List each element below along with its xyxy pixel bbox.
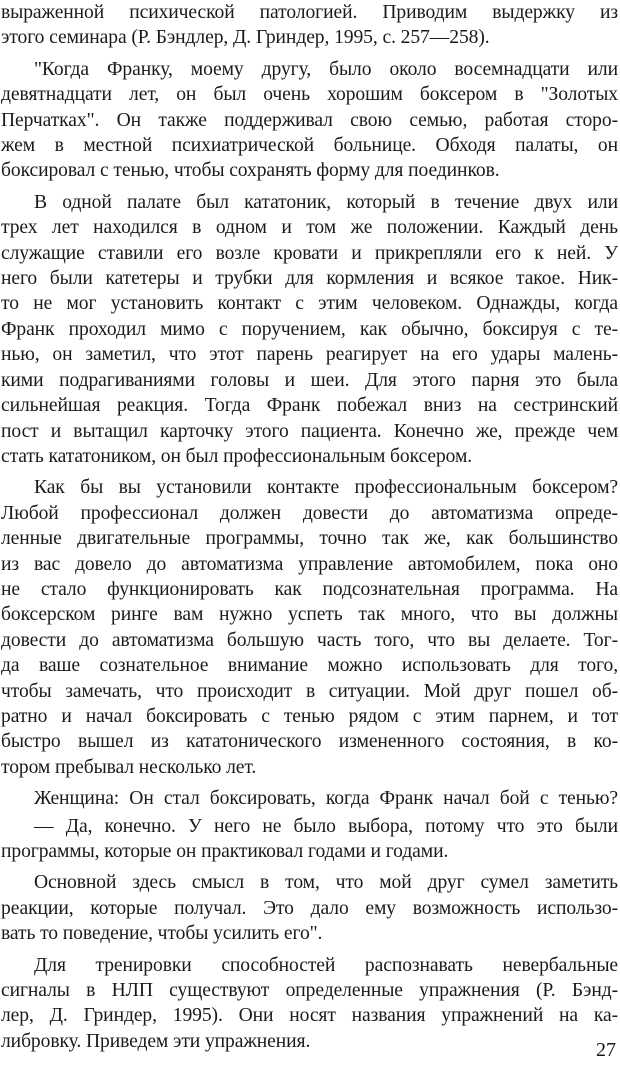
paragraph-line: либровку. Приведем эти упражнения. — [1, 1030, 311, 1052]
paragraph-line: пост и вытащил карточку этого пациента. Конечно же, прежде чем — [1, 420, 618, 442]
page-number: 27 — [596, 1039, 616, 1061]
paragraph-line: него были катетеры и трубки для кормления и всякое такое. Ник- — [1, 268, 618, 290]
paragraph-line: Основной здесь смысл в том, что мой друг сумел заметить — [34, 872, 618, 894]
paragraph-line: Перчатках". Он также поддерживал свою семью, работая сторо- — [1, 109, 618, 131]
paragraph-line: Франк проходил мимо с поручением, как обычно, боксируя с те- — [1, 318, 618, 340]
paragraph-line: служащие ставили его возле кровати и прикрепляли его к ней. У — [1, 242, 618, 264]
paragraph-line: боксировал с тенью, чтобы сохранять форму для поединков. — [1, 160, 500, 182]
paragraph-line: сильнейшая реакция. Тогда Франк побежал вниз на сестринский — [1, 395, 618, 417]
paragraph-line: быстро вышел из кататонического измененного состояния, в ко- — [1, 731, 618, 753]
body-text — [1, 0, 618, 1054]
paragraph-line: ленные двигательные программы, точно так же, как большинство — [1, 528, 618, 550]
paragraph-line: боксерском ринге вам нужно успеть так много, что вы должны — [1, 604, 618, 626]
paragraph-line: сигналы в НЛП существуют определенные упражнения (Р. Бэнд- — [1, 980, 618, 1002]
paragraph-line: тором пребывал несколько лет. — [1, 756, 257, 778]
paragraph-line: — Да, конечно. У него не было выбора, потому что это были — [34, 815, 618, 837]
paragraph-line: лер, Д. Гриндер, 1995). Они носят названия упражнений на ка- — [1, 1005, 618, 1027]
paragraph-line: стать кататоником, он был профессиональным боксером. — [1, 445, 473, 467]
paragraph-line: жем в местной психиатрической больнице. Обходя палаты, он — [1, 135, 618, 157]
paragraph-line: Для тренировки способностей распознавать невербальные — [34, 954, 618, 976]
paragraph-line: не стало функционировать как подсознательная программа. На — [1, 578, 618, 600]
paragraph-line: ратно и начал боксировать с тенью рядом с этим парнем, и тот — [1, 705, 618, 727]
paragraph-line: вать то поведение, чтобы усилить его". — [1, 923, 323, 945]
paragraph-line: кими подрагиваниями головы и шеи. Для этого парня это была — [1, 369, 618, 391]
paragraph-line: программы, которые он практиковал годами и годами. — [1, 841, 449, 862]
paragraph-line: да ваше сознательное внимание можно использовать для того, — [1, 655, 618, 677]
paragraph-line: Женщина: Он стал боксировать, когда Франк начал бой с тенью? — [34, 788, 618, 810]
paragraph-line: этого семинара (Р. Бэндлер, Д. Гриндер, 1995, с. 257—258). — [1, 27, 490, 49]
paragraph-line: довести до автоматизма большую часть того, что вы делаете. Тог- — [1, 629, 618, 651]
paragraph-line: "Когда Франку, моему другу, было около восемнадцати или — [34, 58, 618, 80]
paragraph-line: Как бы вы установили контакте профессиональным боксером? — [34, 477, 618, 499]
paragraph-line: В одной палате был кататоник, который в течение двух или — [34, 191, 618, 213]
paragraph-line: чтобы замечать, что происходит в ситуации. Мой друг пошел об- — [1, 680, 618, 702]
paragraph-line: выраженной психической патологией. Приводим выдержку из — [1, 2, 618, 23]
paragraph-line: нью, он заметил, что этот парень реагирует на его удары малень- — [1, 344, 618, 366]
paragraph-line: Любой профессионал должен довести до автоматизма опреде- — [1, 502, 618, 524]
paragraph-line: то не мог установить контакт с этим человеком. Однажды, когда — [1, 293, 618, 315]
paragraph-line: девятнадцати лет, он был очень хорошим боксером в "Золотых — [1, 84, 618, 106]
paragraph-line: из вас довело до автоматизма управление автомобилем, пока оно — [1, 553, 618, 575]
paragraph-line: трех лет находился в одном и том же положении. Каждый день — [1, 217, 618, 239]
paragraph-line: реакции, которые получал. Это дало ему возможность использо- — [1, 897, 618, 919]
